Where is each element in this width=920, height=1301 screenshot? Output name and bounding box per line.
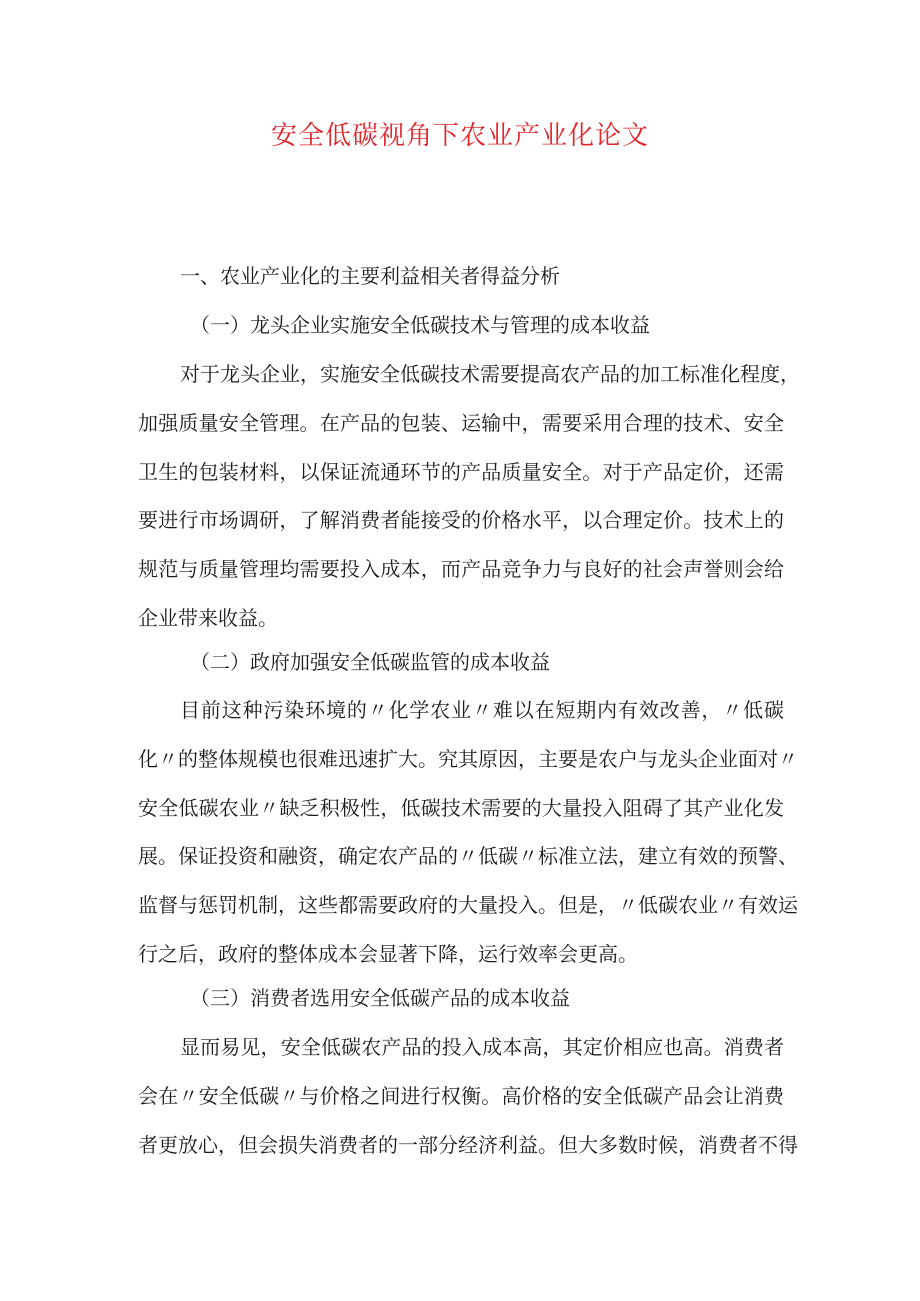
paragraph-2 xyxy=(138,686,798,979)
paragraph-line: 对于龙头企业，实施安全低碳技术需要提高农产品的加工标准化程度， xyxy=(180,362,800,386)
paragraph-line: 卫生的包装材料，以保证流通环节的产品质量安全。对于产品定价，还需 xyxy=(138,459,784,484)
paragraph-line: 监督与惩罚机制，这些都需要政府的大量投入。但是，〃低碳农业〃有效运 xyxy=(138,893,798,918)
document-title: 安全低碳视角下农业产业化论文 xyxy=(270,121,649,151)
paragraph-line: 企业带来收益。 xyxy=(138,605,278,630)
paragraph-line: 要进行市场调研，了解消费者能接受的价格水平，以合理定价。技术上的 xyxy=(138,508,784,533)
subsection-heading-1: （一）龙头企业实施安全低碳技术与管理的成本收益 xyxy=(190,313,650,337)
paragraph-3 xyxy=(138,1023,798,1169)
paragraph-line: 目前这种污染环境的〃化学农业〃难以在短期内有效改善，〃低碳 xyxy=(180,698,784,722)
paragraph-line: 化〃的整体规模也很难迅速扩大。究其原因，主要是农户与龙头企业面对〃 xyxy=(138,746,798,771)
paragraph-line: 展。保证投资和融资，确定农产品的〃低碳〃标准立法，建立有效的预警、 xyxy=(138,844,798,869)
paragraph-line: 加强质量安全管理。在产品的包装、运输中，需要采用合理的技术、安全 xyxy=(138,410,784,435)
paragraph-line: 安全低碳农业〃缺乏积极性，低碳技术需要的大量投入阻碍了其产业化发 xyxy=(138,795,784,820)
subsection-heading-2: （二）政府加强安全低碳监管的成本收益 xyxy=(190,650,550,674)
paragraph-line: 显而易见，安全低碳农产品的投入成本高，其定价相应也高。消费者 xyxy=(180,1035,784,1059)
section-heading-1: 一、农业产业化的主要利益相关者得益分析 xyxy=(180,264,560,288)
paragraph-line: 规范与质量管理均需要投入成本，而产品竞争力与良好的社会声誉则会给 xyxy=(138,557,784,582)
paragraph-line: 者更放心，但会损失消费者的一部分经济利益。但大多数时候，消费者不得 xyxy=(138,1132,798,1157)
paragraph-line: 行之后，政府的整体成本会显著下降，运行效率会更高。 xyxy=(138,941,638,966)
subsection-heading-3: （三）消费者选用安全低碳产品的成本收益 xyxy=(190,986,570,1010)
paragraph-1 xyxy=(138,350,800,643)
paragraph-line: 会在〃安全低碳〃与价格之间进行权衡。高价格的安全低碳产品会让消费 xyxy=(138,1083,784,1108)
